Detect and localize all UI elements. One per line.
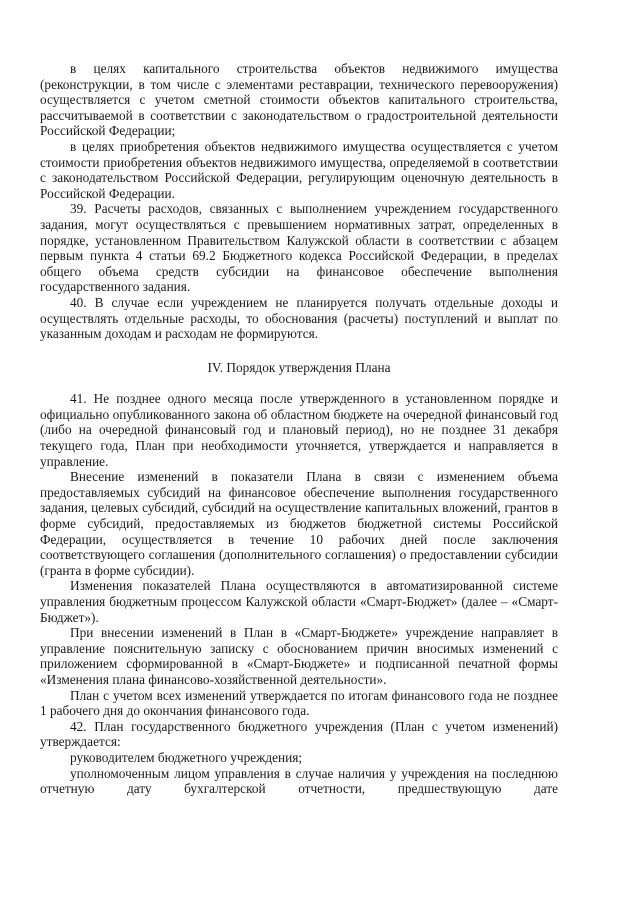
document-page bbox=[40, 61, 558, 797]
paragraph-year-end-approval: План с учетом всех изменений утверждается по итогам финансового года не позднее 1 рабочего дня до окончания финансового года. bbox=[40, 687, 558, 719]
paragraph-property-acquisition: в целях приобретения объектов недвижимого имущества осуществляется с учетом стоимости приобретения объектов недвижимого имущества, определяемой в соответствии с законодательством Российской Федерации, регулирующим оценочную деятельность в Российской Федерации. bbox=[40, 138, 558, 201]
paragraph-capital-construction: в целях капитального строительства объектов недвижимого имущества (реконструкции, в том числе с элементами реставрации, технического перевооружения) осуществляется с учетом сметной стоимости объектов капитального строительства, рассчитываемой в соответствии с законодательством о градостроительной деятельности Российской Федерации; bbox=[40, 61, 558, 139]
section-heading: IV. Порядок утверждения Плана bbox=[207, 359, 391, 375]
paragraph-39: 39. Расчеты расходов, связанных с выполнением учреждением государственного задания, могут осуществляться с превышением нормативных затрат, определенных в порядке, установленном Правительством Калужской области в соответствии с абзацем первым пункта 4 статьи 69.2 Бюджетного кодекса Российской Федерации, в пределах общего объема средств субсидии на финансовое обеспечение выполнения государственного задания. bbox=[40, 201, 558, 295]
paragraph-40: 40. В случае если учреждением не планируется получать отдельные доходы и осуществлять отдельные расходы, то обоснования (расчеты) поступлений и выплат по указанным доходам и расходам не формируются. bbox=[40, 294, 558, 342]
list-item-authorized-person: уполномоченным лицом управления в случае наличия у учреждения на последнюю отчетную дату бухгалтерской отчетности, предшествующую дате bbox=[40, 765, 558, 797]
paragraph-42: 42. План государственного бюджетного учреждения (План с учетом изменений) утверждается: bbox=[40, 718, 558, 750]
paragraph-subsidy-changes: Внесение изменений в показатели Плана в связи с изменением объема предоставляемых субсидий на финансовое обеспечение выполнения государственного задания, целевых субсидий, субсидий на осуществление капитальных вложений, грантов в форме субсидий, предоставляемых из бюджетов бюджетной системы Российской Федерации, осуществляется в течение 10 рабочих дней после заключения соответствующего соглашения (дополнительного соглашения) о предоставлении субсидии (гранта в форме субсидии). bbox=[40, 469, 558, 578]
paragraph-smart-budget: Изменения показателей Плана осуществляются в автоматизированной системе управления бюджетным процессом Калужской области «Смарт-Бюджет» (далее – «Смарт-Бюджет»). bbox=[40, 578, 558, 625]
paragraph-explanatory-note: При внесении изменений в План в «Смарт-Бюджете» учреждение направляет в управление пояснительную записку с обоснованием причин вносимых изменений с приложением сформированной в «Смарт-Бюджете» и подписанной печатной формы «Изменения плана финансово-хозяйственной деятельности». bbox=[40, 625, 558, 687]
list-item-head-of-institution: руководителем бюджетного учреждения; bbox=[70, 749, 303, 765]
paragraph-41: 41. Не позднее одного месяца после утвержденного в установленном порядке и официально опубликованного закона об областном бюджете на очередной финансовый год (либо на очередной финансовый год и плановый период), но не позднее 31 декабря текущего года, План при необходимости уточняется, утверждается и направляется в управление. bbox=[40, 391, 558, 469]
